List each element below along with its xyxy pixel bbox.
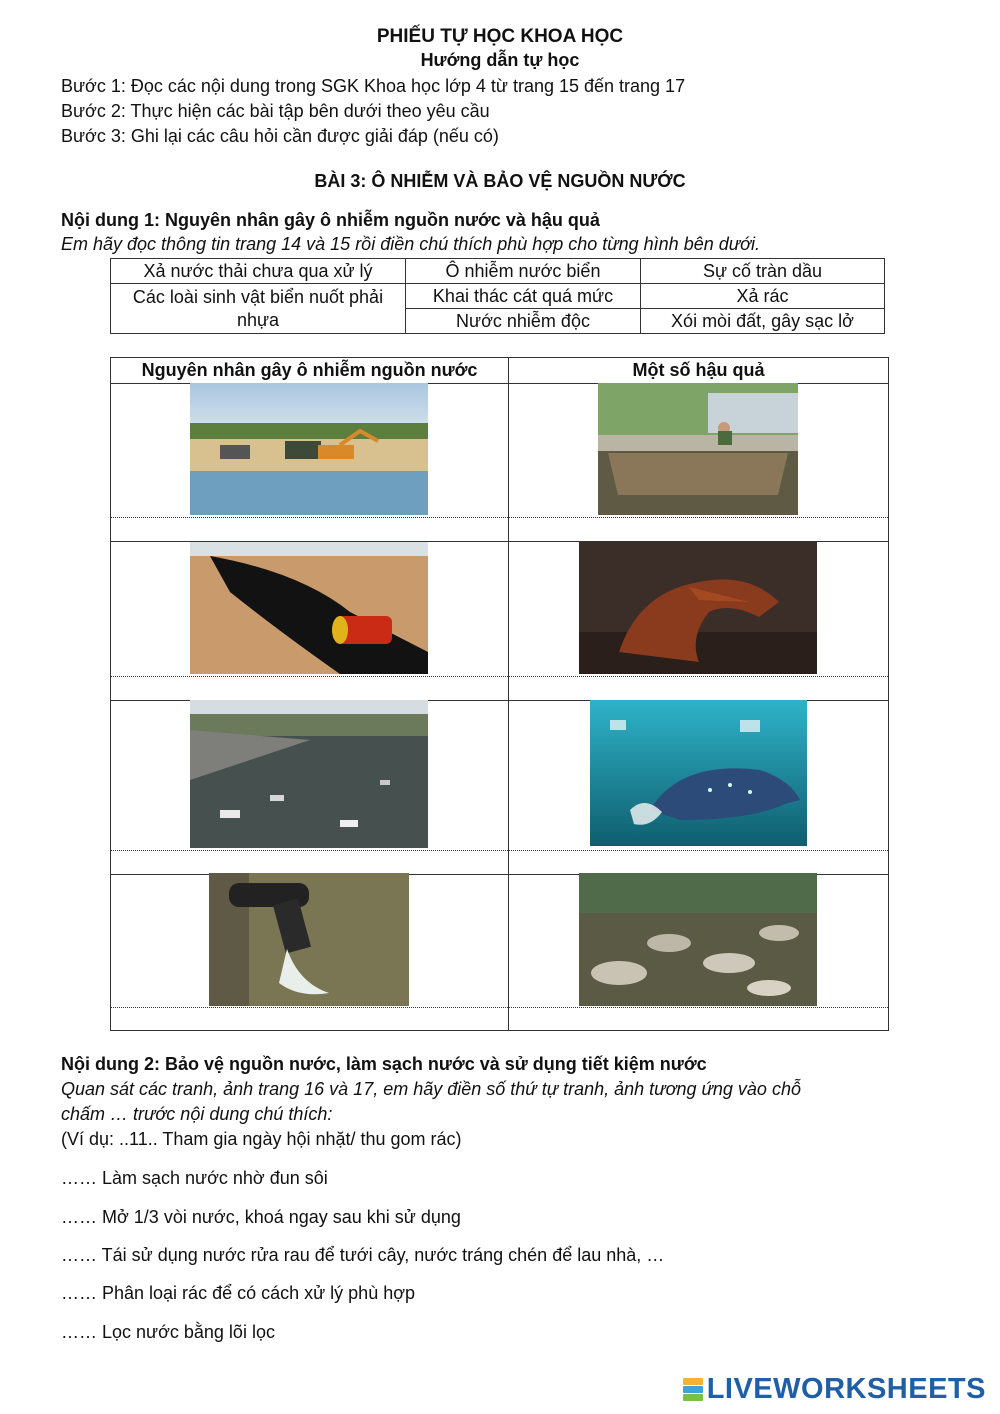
answer-options-table — [110, 258, 885, 334]
fill-item[interactable]: …… Lọc nước bằng lõi lọc — [61, 1322, 275, 1342]
step-1: Bước 1: Đọc các nội dung trong SGK Khoa học lớp 4 từ trang 15 đến trang 17 — [61, 76, 686, 96]
wastewater-pipe-photo — [209, 873, 409, 1006]
header-causes: Nguyên nhân gây ô nhiễm nguồn nước — [141, 360, 478, 380]
fill-item[interactable]: …… Phân loại rác để có cách xử lý phù hợp — [61, 1283, 416, 1303]
answer-blank[interactable] — [509, 518, 888, 541]
step-3: Bước 3: Ghi lại các câu hỏi cần được giải đáp (nếu có) — [61, 126, 499, 146]
answer-blank[interactable] — [111, 677, 508, 700]
option-cell: Xói mòi đất, gây sạc lở — [641, 309, 885, 334]
section2-instruction-cont: chấm … trước nội dung chú thích: — [61, 1104, 333, 1124]
answer-blank[interactable] — [509, 1008, 888, 1030]
logo-icon — [683, 1378, 703, 1402]
fill-item[interactable]: …… Tái sử dụng nước rửa rau để tưới cây, nước tráng chén để lau nhà, … — [61, 1245, 665, 1265]
option-cell: Nước nhiễm độc — [406, 309, 641, 334]
liveworksheets-logo — [683, 1373, 986, 1406]
polluted-canal-trash-photo — [190, 700, 428, 848]
worksheet-title: PHIẾU TỰ HỌC KHOA HỌC — [376, 26, 624, 47]
section1-heading: Nội dung 1: Nguyên nhân gây ô nhiễm nguồn nước và hậu quả — [61, 210, 600, 230]
fill-item[interactable]: …… Mở 1/3 vòi nước, khoá ngay sau khi sử dụng — [61, 1207, 461, 1227]
sand-mining-photo — [190, 383, 428, 515]
header-consequences: Một số hậu quả — [632, 360, 765, 380]
whale-shark-plastic-photo — [590, 700, 807, 846]
step-2: Bước 2: Thực hiện các bài tập bên dưới theo yêu cầu — [61, 101, 490, 121]
section1-instruction: Em hãy đọc thông tin trang 14 và 15 rồi điền chú thích phù hợp cho từng hình bên dưới. — [61, 234, 761, 254]
dead-fish-photo — [579, 873, 817, 1006]
oiled-pelican-photo — [579, 542, 817, 674]
option-cell: Khai thác cát quá mức — [406, 284, 641, 309]
example-text: (Ví dụ: ..11.. Tham gia ngày hội nhặt/ thu gom rác) — [61, 1129, 462, 1149]
answer-blank[interactable] — [111, 1008, 508, 1030]
worksheet-subtitle: Hướng dẫn tự học — [420, 50, 580, 70]
riverbank-erosion-photo — [598, 383, 798, 515]
option-cell: Các loài sinh vật biển nuốt phải nhựa — [111, 284, 406, 334]
option-cell: Xả rác — [641, 284, 885, 309]
section2-heading: Nội dung 2: Bảo vệ nguồn nước, làm sạch nước và sử dụng tiết kiệm nước — [61, 1054, 707, 1074]
option-cell: Ô nhiễm nước biển — [406, 259, 641, 284]
lesson-title: BÀI 3: Ô NHIỄM VÀ BẢO VỆ NGUỒN NƯỚC — [314, 171, 686, 191]
oil-spill-beach-photo — [190, 542, 428, 674]
fill-item[interactable]: …… Làm sạch nước nhờ đun sôi — [61, 1168, 328, 1188]
answer-blank[interactable] — [509, 677, 888, 700]
option-cell: Xả nước thải chưa qua xử lý — [111, 259, 406, 284]
option-cell: Sự cố tràn dầu — [641, 259, 885, 284]
section2-instruction: Quan sát các tranh, ảnh trang 16 và 17, em hãy điền số thứ tự tranh, ảnh tương ứng vào chỗ — [61, 1079, 801, 1099]
answer-blank[interactable] — [111, 518, 508, 541]
logo-text: LIVEWORKSHEETS — [706, 1373, 986, 1405]
answer-blank[interactable] — [509, 851, 888, 874]
answer-blank[interactable] — [111, 851, 508, 874]
